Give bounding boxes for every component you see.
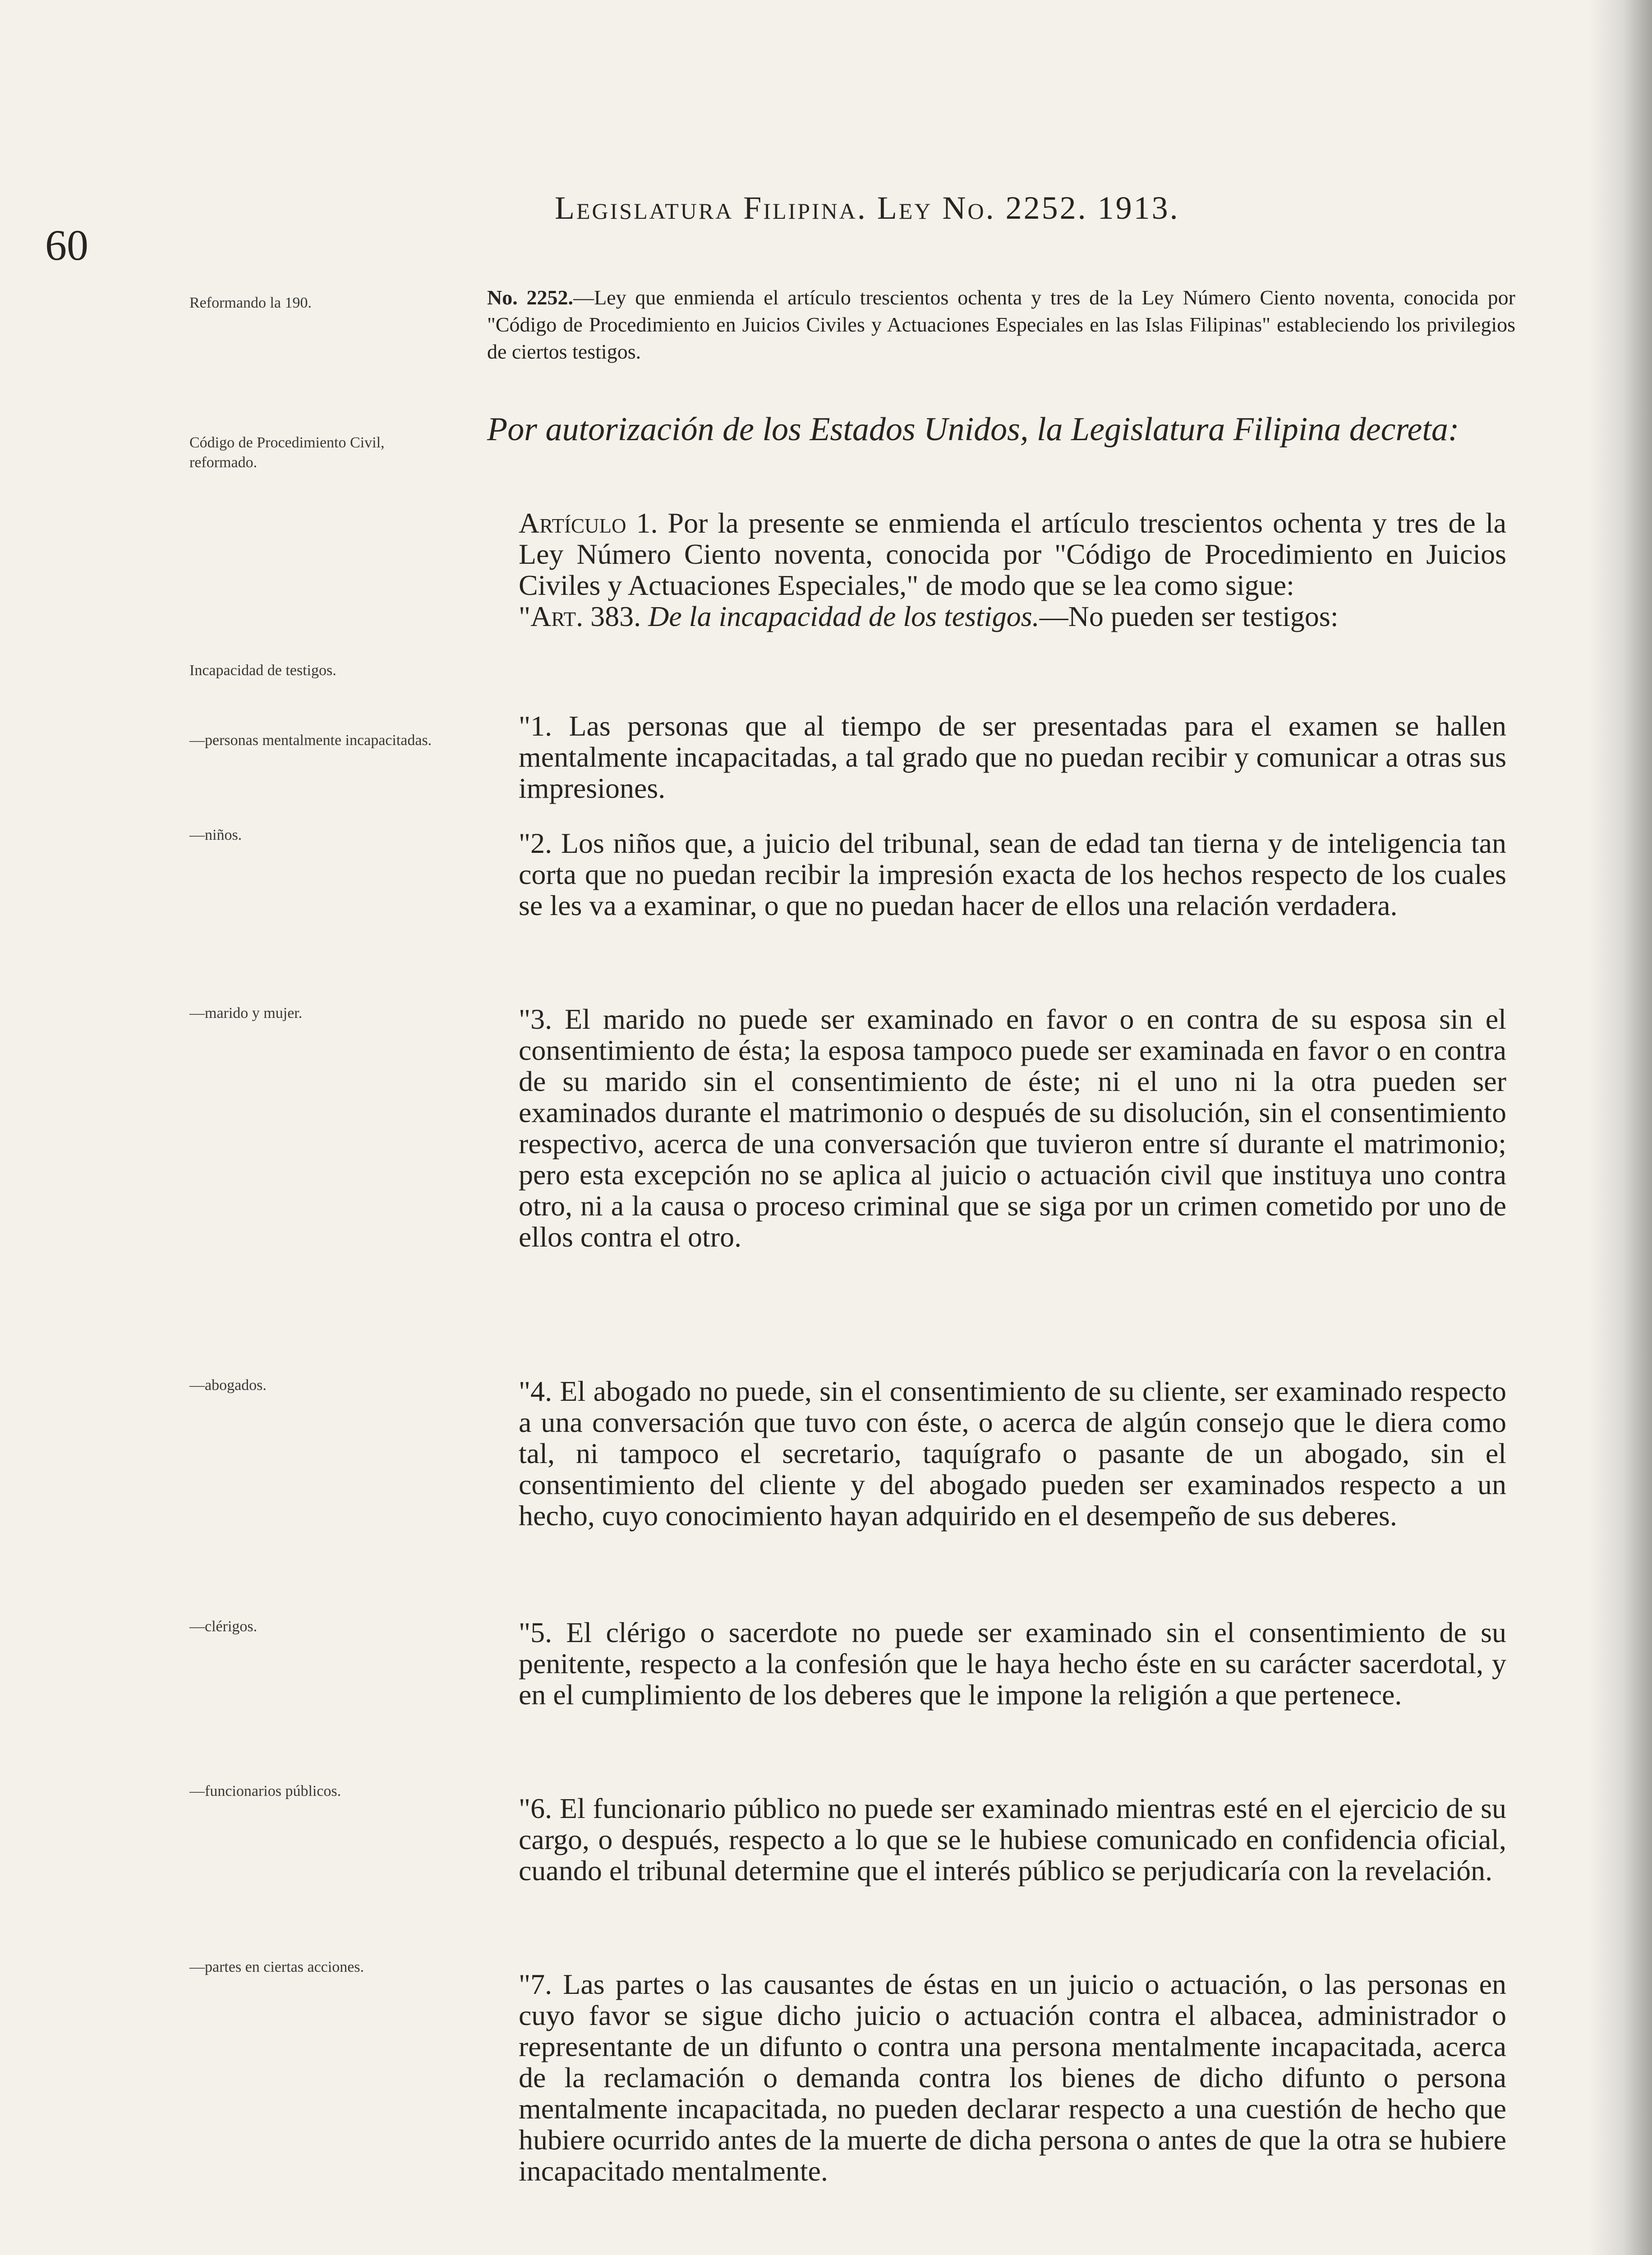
margin-note-personas: —personas mentalmente incapacitadas.: [189, 732, 432, 749]
margin-note-funcionarios: —funcionarios públicos.: [189, 1783, 341, 1799]
section-label: "Art. 383.: [519, 600, 641, 632]
paragraph-2-text: "2. Los niños que, a juicio del tribunal, sean de edad tan tierna y de inteligencia tan corta que no puedan recibir la impresión exacta de los hechos respecto de los cuales se les va a examinar, o que no puedan hacer de ellos una relación verdadera.: [519, 827, 1506, 921]
paragraph-7-text: "7. Las partes o las causantes de éstas en un juicio o actuación, o las personas en cuyo favor se sigue dicho juicio o actuación contra el albacea, administrador o representante de un difunto o contra una persona mentalmente incapacitada, acerca de la reclamación o demanda contra los bienes de dicho difunto o persona mentalmente incapacitada, no pueden declarar respecto a una cuestión de hecho que hubiere ocurrido antes de la muerte de dicha persona o antes de que la otra se hubiere incapacitado mentalmente.: [519, 1968, 1506, 2187]
margin-note-abogados: —abogados.: [189, 1377, 267, 1394]
margin-note-incapacidad: Incapacidad de testigos.: [189, 662, 336, 679]
paragraph-6-text: "6. El funcionario público no puede ser examinado mientras esté en el ejercicio de su cargo, o después, respecto a lo que se le hubiese comunicado en confidencia oficial, cuando el tribunal determine que el interés público se perjudicaría con la revelación.: [519, 1792, 1506, 1887]
enacting-first-word: Por: [487, 411, 537, 448]
margin-note-reformando: Reformando la 190.: [189, 295, 312, 311]
paragraph-1-text: "1. Las personas que al tiempo de ser presentadas para el examen se hallen mentalmente incapacitadas, a tal grado que no puedan recibir y comunicar a otras sus impresiones.: [519, 710, 1506, 804]
paragraph-7: [487, 1969, 1506, 2186]
enacting-clause: [487, 408, 1524, 451]
enacting-rest: autorización de los Estados Unidos, la Legislatura Filipina decreta:: [545, 411, 1459, 448]
paragraph-3-text: "3. El marido no puede ser examinado en favor o en contra de su esposa sin el consentimiento de ésta; la esposa tampoco puede ser examinada en favor o en contra de su marido sin el consentimiento de éste; ni el uno ni la otra pueden ser examinados durante el matrimonio o después de su disolución, sin el consentimiento respectivo, acerca de una conversación que tuvieron entre sí durante el matrimonio; pero esta excepción no se aplica al juicio o actuación civil que instituya uno contra otro, ni a la causa o proceso criminal que se siga por un crimen cometido por uno de ellos contra el otro.: [519, 1003, 1506, 1253]
margin-note-ninos: —niños.: [189, 827, 242, 843]
paragraph-4-text: "4. El abogado no puede, sin el consentimiento de su cliente, ser examinado respecto a una conversación que tuvo con éste, o acerca de algún consejo que le diera como tal, ni tampoco el secretario, taquígrafo o pasante de un abogado, sin el consentimiento del cliente y del abogado pueden ser examinados respecto a un hecho, cuyo conocimiento hayan adquirido en el desempeño de sus deberes.: [519, 1375, 1506, 1532]
paragraph-5-text: "5. El clérigo o sacerdote no puede ser examinado sin el consentimiento de su penitente, respecto a la confesión que le haya hecho éste en su carácter sacerdotal, y en el cumplimiento de los deberes que le impone la religión a que pertenece.: [519, 1616, 1506, 1711]
article-text: Por la presente se enmienda el artículo trescientos ochenta y tres de la Ley Número Ciento noventa, conocida por "Código de Procedimiento en Juicios Civiles y Actuaciones Especiales," de modo que se lea como sigue:: [519, 507, 1506, 601]
paragraph-4: [487, 1376, 1506, 1531]
article-paragraph: [487, 507, 1506, 632]
margin-note-marido: —marido y mujer.: [189, 1005, 303, 1022]
act-number: No. 2252.: [487, 286, 574, 309]
article-label: Artículo 1.: [519, 507, 658, 539]
section-text: —No pueden ser testigos:: [1039, 600, 1339, 632]
paragraph-1: [487, 710, 1506, 804]
paragraph-6: [487, 1793, 1506, 1886]
page-edge-shadow: [1589, 0, 1652, 2255]
act-summary-text: —Ley que enmienda el artículo trescientos ochenta y tres de la Ley Número Ciento noventa, conocida por "Código de Procedimiento en Juicios Civiles y Actuaciones Especiales en las Islas Filipinas" estableciendo los privilegios de ciertos testigos.: [487, 286, 1515, 363]
margin-note-codigo: Código de Procedimiento Civil, reformado.: [189, 434, 385, 471]
section-title: De la incapacidad de los testigos.: [648, 600, 1040, 632]
paragraph-5: [487, 1617, 1506, 1710]
page-number: 60: [45, 221, 88, 269]
margin-note-clerigos: —clérigos.: [189, 1618, 258, 1635]
paragraph-3: [487, 1003, 1506, 1252]
paragraph-2: [487, 828, 1506, 921]
margin-note-partes: —partes en ciertas acciones.: [189, 1959, 364, 1975]
act-summary: [487, 284, 1515, 365]
running-header: Legislatura Filipina. Ley No. 2252. 1913.: [555, 190, 1180, 226]
